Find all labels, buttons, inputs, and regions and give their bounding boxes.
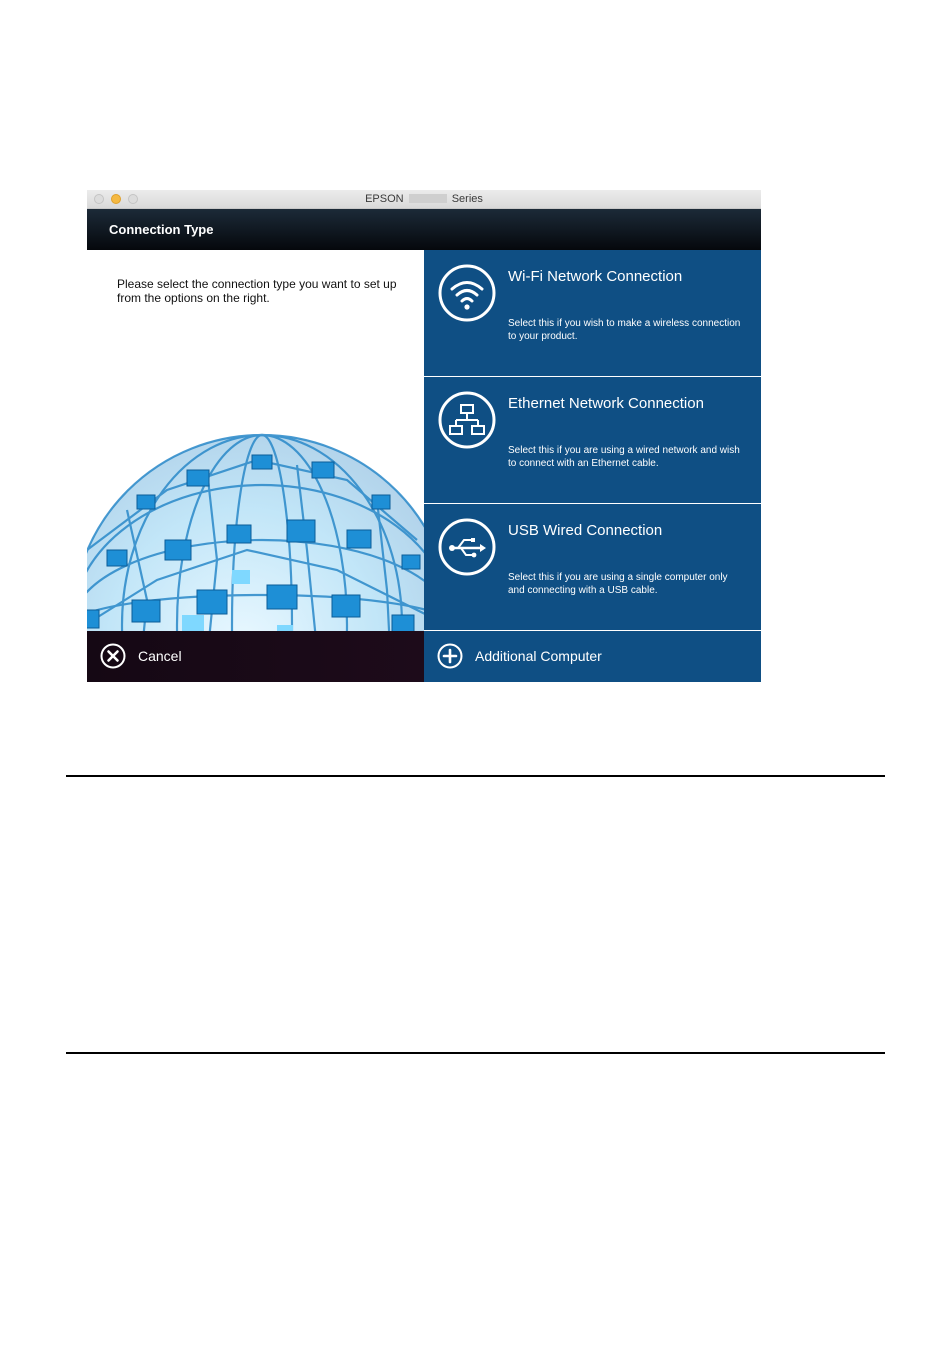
wifi-icon (438, 264, 496, 322)
usb-icon (438, 518, 496, 576)
wifi-option-title: Wi-Fi Network Connection (508, 268, 683, 285)
close-icon (100, 643, 126, 669)
instructions-text: Please select the connection type you want to set up from the options on the right. (117, 277, 397, 305)
window-title-prefix: EPSON (365, 193, 404, 205)
wifi-option-description: Select this if you wish to make a wireless connection to your product. (508, 318, 741, 342)
usb-connection-option[interactable] (424, 504, 761, 630)
instructions-pane (87, 250, 424, 631)
cancel-button-label: Cancel (138, 648, 182, 664)
redacted-model-name (409, 194, 447, 203)
window-titlebar[interactable] (87, 190, 761, 209)
window-title (87, 191, 761, 207)
cancel-button[interactable] (87, 631, 424, 682)
globe-illustration (87, 400, 424, 631)
additional-computer-button[interactable] (424, 631, 761, 682)
additional-computer-label: Additional Computer (475, 648, 602, 664)
section-divider (66, 1052, 885, 1054)
epson-installer-window (87, 190, 761, 682)
wifi-connection-option[interactable] (424, 250, 761, 376)
ethernet-connection-option[interactable] (424, 377, 761, 503)
usb-option-title: USB Wired Connection (508, 522, 663, 539)
network-icon (438, 391, 496, 449)
ethernet-option-title: Ethernet Network Connection (508, 395, 704, 412)
plus-icon (437, 643, 463, 669)
page-header (87, 209, 761, 250)
window-title-suffix: Series (451, 193, 483, 205)
usb-option-description: Select this if you are using a single computer only and connecting with a USB cable. (508, 572, 728, 596)
ethernet-option-description: Select this if you are using a wired network and wish to connect with an Ethernet cable. (508, 445, 740, 469)
section-divider (66, 775, 885, 777)
page-title: Connection Type (109, 222, 214, 237)
